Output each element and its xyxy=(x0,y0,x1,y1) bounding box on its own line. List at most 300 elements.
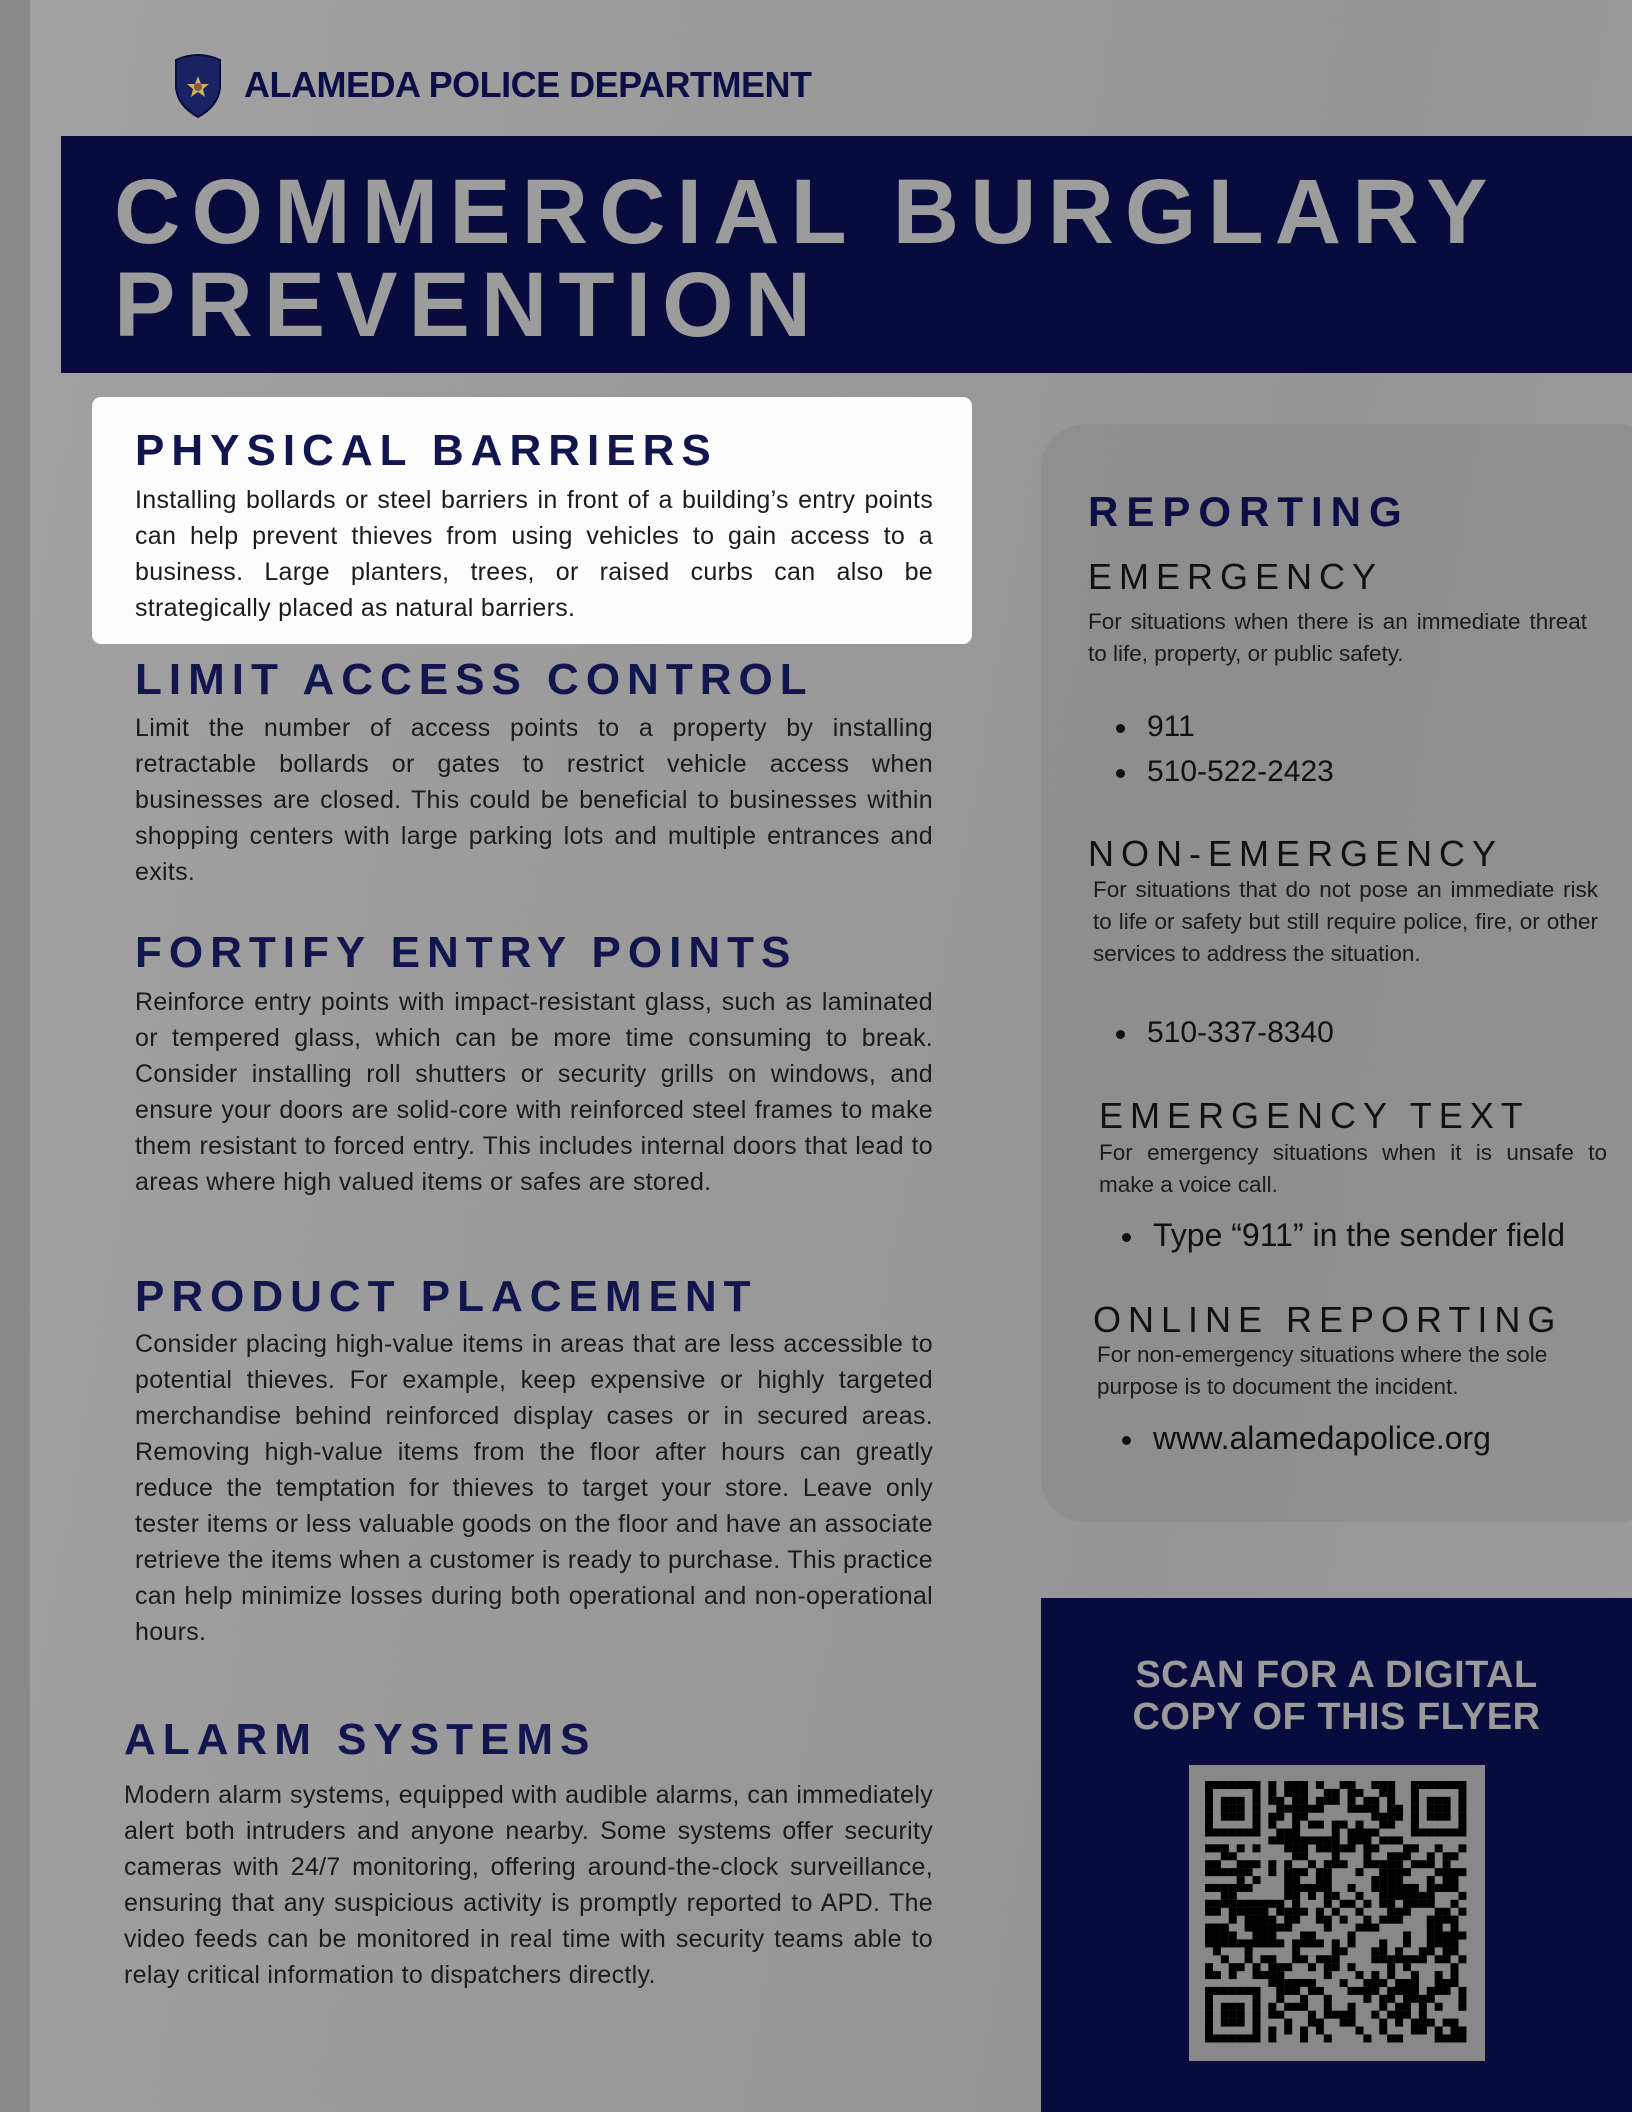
qr-module xyxy=(1221,1868,1229,1876)
qr-module xyxy=(1348,2011,1356,2019)
qr-module xyxy=(1229,1971,1237,1979)
qr-module xyxy=(1229,1797,1237,1805)
qr-module xyxy=(1292,1852,1300,1860)
qr-module xyxy=(1363,1995,1371,2003)
qr-module xyxy=(1245,1947,1253,1955)
qr-module xyxy=(1205,1868,1213,1876)
qr-module xyxy=(1292,1836,1300,1844)
qr-module xyxy=(1451,1876,1459,1884)
page-title-line1: COMMERCIAL BURGLARY xyxy=(114,161,1499,263)
qr-module xyxy=(1300,1836,1308,1844)
qr-module xyxy=(1435,1931,1443,1939)
qr-module xyxy=(1379,1947,1387,1955)
qr-module xyxy=(1348,1781,1356,1789)
qr-module xyxy=(1427,1829,1435,1837)
qr-module xyxy=(1458,1868,1466,1876)
qr-module xyxy=(1205,1805,1213,1813)
qr-module xyxy=(1332,1860,1340,1868)
qr-module xyxy=(1324,1844,1332,1852)
qr-module xyxy=(1213,1900,1221,1908)
qr-module xyxy=(1324,1924,1332,1932)
qr-module xyxy=(1458,2034,1466,2042)
qr-module xyxy=(1411,1971,1419,1979)
qr-module xyxy=(1245,1860,1253,1868)
qr-module xyxy=(1237,1797,1245,1805)
qr-module xyxy=(1276,1963,1284,1971)
qr-module xyxy=(1435,1979,1443,1987)
qr-module xyxy=(1316,1797,1324,1805)
qr-module xyxy=(1300,2003,1308,2011)
qr-module xyxy=(1411,1995,1419,2003)
qr-module xyxy=(1221,1939,1229,1947)
qr-module xyxy=(1245,1916,1253,1924)
qr-module xyxy=(1205,1829,1213,1837)
qr-module xyxy=(1379,1955,1387,1963)
qr-module xyxy=(1363,1916,1371,1924)
qr-module xyxy=(1260,1931,1268,1939)
qr-module xyxy=(1340,1979,1348,1987)
qr-code-icon xyxy=(1189,1765,1485,2061)
qr-module xyxy=(1229,1781,1237,1789)
qr-module xyxy=(1292,1821,1300,1829)
qr-module xyxy=(1237,1829,1245,1837)
qr-module xyxy=(1300,1852,1308,1860)
qr-module xyxy=(1387,1868,1395,1876)
qr-module xyxy=(1205,1924,1213,1932)
qr-module xyxy=(1427,1892,1435,1900)
qr-module xyxy=(1221,2019,1229,2027)
qr-module xyxy=(1419,2003,1427,2011)
qr-module xyxy=(1205,1797,1213,1805)
qr-module xyxy=(1427,1781,1435,1789)
qr-module xyxy=(1324,1836,1332,1844)
qr-code[interactable] xyxy=(1189,1765,1485,2061)
section-body-physical-barriers: Installing bollards or steel barriers in front of a building’s entry points can help prevent thieves from using vehicles to gain access to a business. Large planters, trees, or raised curbs can also be strategically placed as natural barriers. xyxy=(135,486,933,622)
qr-module xyxy=(1253,1821,1261,1829)
qr-module xyxy=(1316,1821,1324,1829)
qr-module xyxy=(1205,2003,1213,2011)
bullet-icon xyxy=(1122,1436,1131,1445)
qr-module xyxy=(1371,2011,1379,2019)
qr-module xyxy=(1435,1884,1443,1892)
online-reporting-heading: ONLINE REPORTING xyxy=(1093,1299,1563,1340)
online-reporting-link[interactable] xyxy=(1122,1418,1491,1458)
qr-module xyxy=(1419,2011,1427,2019)
qr-module xyxy=(1268,2027,1276,2035)
qr-module xyxy=(1276,1829,1284,1837)
qr-module xyxy=(1324,1884,1332,1892)
qr-module xyxy=(1332,1963,1340,1971)
qr-module xyxy=(1443,1884,1451,1892)
qr-module xyxy=(1395,1852,1403,1860)
qr-module xyxy=(1221,1844,1229,1852)
qr-module xyxy=(1276,1836,1284,1844)
qr-module xyxy=(1411,1844,1419,1852)
qr-module xyxy=(1395,1868,1403,1876)
qr-module xyxy=(1237,1963,1245,1971)
qr-module xyxy=(1316,1987,1324,1995)
qr-module xyxy=(1213,2034,1221,2042)
qr-module xyxy=(1245,1955,1253,1963)
qr-module xyxy=(1300,1868,1308,1876)
qr-module xyxy=(1268,2034,1276,2042)
qr-module xyxy=(1237,1781,1245,1789)
qr-module xyxy=(1221,1892,1229,1900)
qr-module xyxy=(1458,1995,1466,2003)
qr-module xyxy=(1237,1987,1245,1995)
qr-module xyxy=(1300,1844,1308,1852)
qr-module xyxy=(1403,2011,1411,2019)
qr-module xyxy=(1308,1979,1316,1987)
qr-module xyxy=(1363,1987,1371,1995)
qr-module xyxy=(1443,1931,1451,1939)
qr-module xyxy=(1308,1836,1316,1844)
qr-module xyxy=(1435,1797,1443,1805)
qr-module xyxy=(1379,1860,1387,1868)
qr-module xyxy=(1213,1781,1221,1789)
qr-module xyxy=(1427,1995,1435,2003)
qr-module xyxy=(1340,1947,1348,1955)
qr-module xyxy=(1355,1892,1363,1900)
qr-module xyxy=(1332,1829,1340,1837)
qr-module xyxy=(1387,1781,1395,1789)
qr-module xyxy=(1221,1987,1229,1995)
qr-module xyxy=(1276,1805,1284,1813)
qr-module xyxy=(1205,2019,1213,2027)
qr-module xyxy=(1276,1797,1284,1805)
qr-module xyxy=(1363,1924,1371,1932)
qr-module xyxy=(1205,2011,1213,2019)
qr-module xyxy=(1268,1900,1276,1908)
qr-module xyxy=(1371,1924,1379,1932)
qr-module xyxy=(1395,1892,1403,1900)
qr-module xyxy=(1458,1821,1466,1829)
qr-module xyxy=(1245,1781,1253,1789)
qr-module xyxy=(1443,1987,1451,1995)
qr-module xyxy=(1221,1931,1229,1939)
qr-module xyxy=(1316,1805,1324,1813)
qr-module xyxy=(1300,1995,1308,2003)
qr-module xyxy=(1427,1852,1435,1860)
qr-module xyxy=(1260,1924,1268,1932)
qr-module xyxy=(1403,1900,1411,1908)
department-name: ALAMEDA POLICE DEPARTMENT xyxy=(244,64,812,105)
qr-module xyxy=(1371,1813,1379,1821)
qr-module xyxy=(1276,1813,1284,1821)
qr-module xyxy=(1348,1987,1356,1995)
qr-module xyxy=(1205,1987,1213,1995)
qr-module xyxy=(1348,1939,1356,1947)
qr-module xyxy=(1253,1900,1261,1908)
qr-module xyxy=(1253,1916,1261,1924)
phone-number: 510-337-8340 xyxy=(1147,1016,1334,1049)
qr-module xyxy=(1205,1860,1213,1868)
qr-module xyxy=(1300,2034,1308,2042)
qr-module xyxy=(1205,1931,1213,1939)
qr-module xyxy=(1276,1900,1284,1908)
qr-module xyxy=(1276,1987,1284,1995)
qr-module xyxy=(1348,1844,1356,1852)
qr-module xyxy=(1411,1789,1419,1797)
qr-module xyxy=(1229,1813,1237,1821)
qr-module xyxy=(1253,1939,1261,1947)
section-heading-fortify-entry: FORTIFY ENTRY POINTS xyxy=(135,928,798,977)
qr-module xyxy=(1379,1939,1387,1947)
qr-module xyxy=(1363,1836,1371,1844)
qr-module xyxy=(1387,1821,1395,1829)
qr-module xyxy=(1237,1813,1245,1821)
qr-module xyxy=(1237,2019,1245,2027)
qr-module xyxy=(1458,2027,1466,2035)
qr-module xyxy=(1435,1939,1443,1947)
qr-module xyxy=(1395,1805,1403,1813)
qr-module xyxy=(1268,1939,1276,1947)
qr-module xyxy=(1213,1829,1221,1837)
qr-module xyxy=(1260,1908,1268,1916)
emergency-number-911 xyxy=(1116,707,1195,747)
qr-module xyxy=(1411,1797,1419,1805)
bullet-icon xyxy=(1122,1233,1131,1242)
qr-module xyxy=(1403,1908,1411,1916)
qr-module xyxy=(1435,1971,1443,1979)
qr-module xyxy=(1443,1916,1451,1924)
qr-module xyxy=(1379,1781,1387,1789)
qr-module xyxy=(1245,1939,1253,1947)
qr-module xyxy=(1387,1836,1395,1844)
qr-module xyxy=(1435,1955,1443,1963)
qr-module xyxy=(1229,2003,1237,2011)
qr-module xyxy=(1308,1821,1316,1829)
qr-module xyxy=(1443,1829,1451,1837)
emergency-description: For situations when there is an immediate threat to life, property, or public safety. xyxy=(1088,609,1587,666)
qr-module xyxy=(1300,2027,1308,2035)
qr-module xyxy=(1348,1797,1356,1805)
left-edge-strip xyxy=(0,0,30,2112)
qr-module xyxy=(1419,2019,1427,2027)
qr-module xyxy=(1268,1955,1276,1963)
qr-module xyxy=(1419,1781,1427,1789)
qr-module xyxy=(1308,1805,1316,1813)
qr-module xyxy=(1403,2003,1411,2011)
qr-module xyxy=(1205,1939,1213,1947)
qr-module xyxy=(1435,1987,1443,1995)
qr-module xyxy=(1332,1789,1340,1797)
qr-module xyxy=(1355,1821,1363,1829)
qr-module xyxy=(1379,2019,1387,2027)
qr-module xyxy=(1253,1781,1261,1789)
qr-module xyxy=(1332,1821,1340,1829)
qr-module xyxy=(1379,1868,1387,1876)
qr-module xyxy=(1340,1916,1348,1924)
qr-module xyxy=(1332,1797,1340,1805)
qr-module xyxy=(1213,1987,1221,1995)
qr-module xyxy=(1316,1844,1324,1852)
qr-module xyxy=(1395,1836,1403,1844)
qr-module xyxy=(1355,2027,1363,2035)
qr-module xyxy=(1371,1987,1379,1995)
qr-module xyxy=(1237,1868,1245,1876)
qr-module xyxy=(1427,1884,1435,1892)
qr-module xyxy=(1435,2034,1443,2042)
qr-module xyxy=(1363,1805,1371,1813)
qr-module xyxy=(1427,1931,1435,1939)
qr-module xyxy=(1205,1995,1213,2003)
qr-module xyxy=(1332,1947,1340,1955)
qr-module xyxy=(1253,2027,1261,2035)
qr-module xyxy=(1324,1860,1332,1868)
qr-module xyxy=(1419,1955,1427,1963)
qr-module xyxy=(1427,1916,1435,1924)
qr-module xyxy=(1340,1821,1348,1829)
qr-module xyxy=(1213,1860,1221,1868)
qr-module xyxy=(1443,1947,1451,1955)
qr-module xyxy=(1221,2034,1229,2042)
qr-module xyxy=(1253,1987,1261,1995)
qr-module xyxy=(1435,1868,1443,1876)
qr-module xyxy=(1245,1884,1253,1892)
qr-module xyxy=(1284,1876,1292,1884)
qr-module xyxy=(1292,1955,1300,1963)
qr-module xyxy=(1253,1813,1261,1821)
qr-module xyxy=(1411,1892,1419,1900)
qr-module xyxy=(1403,1892,1411,1900)
qr-module xyxy=(1355,1971,1363,1979)
qr-module xyxy=(1253,2019,1261,2027)
qr-module xyxy=(1276,2011,1284,2019)
qr-module xyxy=(1221,1797,1229,1805)
qr-module xyxy=(1253,1789,1261,1797)
qr-module xyxy=(1348,1884,1356,1892)
qr-module xyxy=(1348,1805,1356,1813)
qr-module xyxy=(1213,1884,1221,1892)
qr-module xyxy=(1451,1829,1459,1837)
emergency-text-heading: EMERGENCY TEXT xyxy=(1099,1095,1530,1136)
qr-module xyxy=(1348,1789,1356,1797)
qr-module xyxy=(1427,1987,1435,1995)
qr-module xyxy=(1332,1844,1340,1852)
qr-module xyxy=(1221,1781,1229,1789)
qr-module xyxy=(1260,1955,1268,1963)
qr-module xyxy=(1458,1908,1466,1916)
qr-module xyxy=(1427,1939,1435,1947)
qr-module xyxy=(1284,1860,1292,1868)
qr-module xyxy=(1221,1852,1229,1860)
qr-module xyxy=(1451,1868,1459,1876)
qr-module xyxy=(1229,2034,1237,2042)
non-emergency-description: For situations that do not pose an immediate risk to life or safety but still require police, fire, or other services to address the situation. xyxy=(1093,877,1598,966)
qr-module xyxy=(1419,1892,1427,1900)
qr-module xyxy=(1292,2003,1300,2011)
qr-module xyxy=(1253,1844,1261,1852)
section-heading-physical-barriers: PHYSICAL BARRIERS xyxy=(135,426,718,475)
qr-module xyxy=(1411,1900,1419,1908)
qr-module xyxy=(1458,1813,1466,1821)
qr-module xyxy=(1395,1955,1403,1963)
qr-module xyxy=(1292,1876,1300,1884)
qr-module xyxy=(1205,1789,1213,1797)
qr-module xyxy=(1300,1931,1308,1939)
qr-module xyxy=(1284,1844,1292,1852)
qr-module xyxy=(1276,1979,1284,1987)
qr-module xyxy=(1300,1884,1308,1892)
qr-module xyxy=(1284,2027,1292,2035)
qr-module xyxy=(1229,1868,1237,1876)
qr-module xyxy=(1316,1955,1324,1963)
qr-module xyxy=(1213,1868,1221,1876)
qr-module xyxy=(1427,1860,1435,1868)
qr-module xyxy=(1387,1884,1395,1892)
qr-module xyxy=(1443,1876,1451,1884)
qr-module xyxy=(1403,1987,1411,1995)
qr-module xyxy=(1253,1805,1261,1813)
qr-module xyxy=(1245,2034,1253,2042)
qr-module xyxy=(1324,1916,1332,1924)
qr-module xyxy=(1379,1916,1387,1924)
qr-module xyxy=(1268,1924,1276,1932)
qr-module xyxy=(1387,1860,1395,1868)
reporting-heading: REPORTING xyxy=(1088,488,1410,535)
qr-module xyxy=(1379,2027,1387,2035)
qr-module xyxy=(1205,1844,1213,1852)
qr-module xyxy=(1451,2027,1459,2035)
qr-module xyxy=(1221,1924,1229,1932)
qr-module xyxy=(1268,1916,1276,1924)
qr-module xyxy=(1332,1836,1340,1844)
qr-module xyxy=(1355,1987,1363,1995)
qr-module xyxy=(1379,1821,1387,1829)
qr-module xyxy=(1260,1916,1268,1924)
qr-module xyxy=(1205,1813,1213,1821)
qr-module xyxy=(1371,1797,1379,1805)
qr-module xyxy=(1292,1900,1300,1908)
qr-module xyxy=(1435,1805,1443,1813)
qr-module xyxy=(1371,1884,1379,1892)
qr-module xyxy=(1332,1908,1340,1916)
qr-module xyxy=(1292,1979,1300,1987)
qr-module xyxy=(1443,1813,1451,1821)
qr-module xyxy=(1268,1813,1276,1821)
qr-module xyxy=(1387,1876,1395,1884)
qr-module xyxy=(1403,1844,1411,1852)
qr-module xyxy=(1292,1797,1300,1805)
qr-module xyxy=(1387,1916,1395,1924)
qr-module xyxy=(1229,1987,1237,1995)
qr-module xyxy=(1221,1955,1229,1963)
qr-module xyxy=(1324,1900,1332,1908)
qr-module xyxy=(1451,1924,1459,1932)
qr-module xyxy=(1229,2011,1237,2019)
website-link[interactable]: www.alamedapolice.org xyxy=(1153,1420,1491,1456)
qr-module xyxy=(1451,1979,1459,1987)
qr-module xyxy=(1316,1836,1324,1844)
qr-module xyxy=(1371,1979,1379,1987)
qr-module xyxy=(1284,1836,1292,1844)
qr-module xyxy=(1316,1908,1324,1916)
qr-module xyxy=(1292,1813,1300,1821)
qr-module xyxy=(1229,1884,1237,1892)
qr-module xyxy=(1284,1987,1292,1995)
qr-module xyxy=(1253,1931,1261,1939)
qr-module xyxy=(1221,1900,1229,1908)
qr-module xyxy=(1292,1884,1300,1892)
qr-module xyxy=(1268,2003,1276,2011)
police-badge-logo xyxy=(172,54,224,118)
qr-module xyxy=(1324,1995,1332,2003)
qr-module xyxy=(1292,1868,1300,1876)
qr-module xyxy=(1419,2027,1427,2035)
qr-module xyxy=(1276,1908,1284,1916)
qr-module xyxy=(1371,1805,1379,1813)
